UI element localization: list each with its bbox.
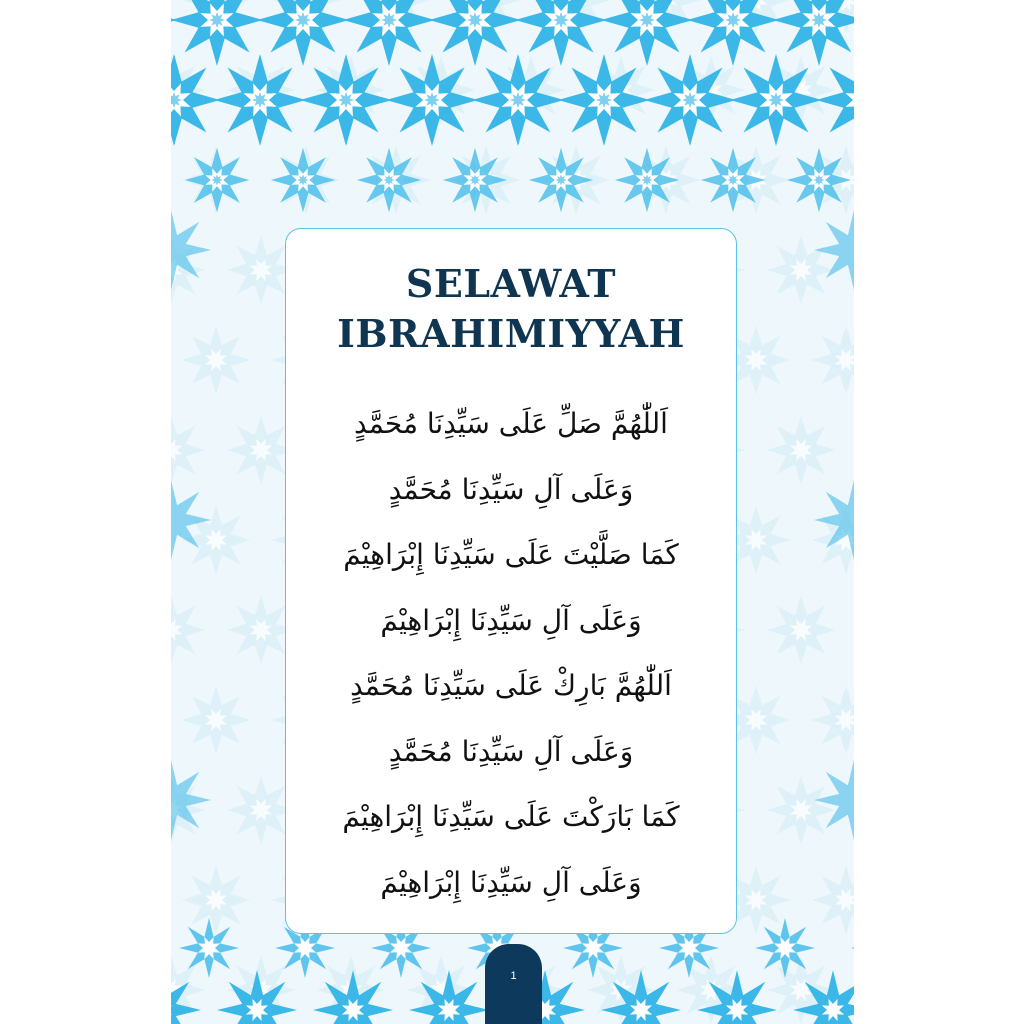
pattern-star-shape — [381, 12, 397, 28]
verse-line: وَعَلَى آلِ سَيِّدِنَا مُحَمَّدٍ — [388, 734, 634, 768]
pattern-star-shape — [510, 92, 526, 108]
title-line-2: IBRAHIMIYYAH — [337, 311, 685, 356]
pattern-star-shape — [641, 174, 652, 185]
verse-line: اَللّٰهُمَّ صَلِّ عَلَى سَيِّدِنَا مُحَمَّدٍ — [354, 407, 668, 440]
pattern-star-shape — [768, 92, 784, 108]
pattern-star-shape — [467, 12, 483, 28]
title-line-1: SELAWAT — [405, 261, 617, 306]
verse-line: وَعَلَى آلِ سَيِّدِنَا إِبْرَاهِيْمَ — [380, 865, 642, 899]
verse-line: وَعَلَى آلِ سَيِّدِنَا إِبْرَاهِيْمَ — [380, 603, 642, 637]
pattern-star-shape — [297, 174, 308, 185]
pattern-star-shape — [555, 174, 566, 185]
book-page — [171, 0, 854, 1024]
verse-list — [286, 391, 736, 915]
verse-line: اَللّٰهُمَّ بَارِكْ عَلَى سَيِّدِنَا مُحَمَّدٍ — [350, 669, 672, 702]
pattern-star-shape — [725, 12, 741, 28]
pattern-star-shape — [682, 92, 698, 108]
pattern-star-shape — [469, 174, 480, 185]
page-number: 1 — [510, 970, 517, 982]
page-number-tab — [485, 944, 542, 1024]
pattern-star-shape — [211, 174, 222, 185]
pattern-star-shape — [252, 92, 268, 108]
pattern-star-shape — [209, 12, 225, 28]
verse-line: كَمَا صَلَّيْتَ عَلَى سَيِّدِنَا إِبْرَاهِيْمَ — [343, 538, 679, 571]
pattern-star-shape — [639, 12, 655, 28]
page-title — [286, 259, 736, 359]
pattern-star-shape — [295, 12, 311, 28]
prayer-card — [285, 228, 737, 934]
pattern-star-shape — [811, 12, 827, 28]
pattern-star-shape — [596, 92, 612, 108]
pattern-star-shape — [424, 92, 440, 108]
pattern-star-shape — [383, 174, 394, 185]
pattern-star-shape — [553, 12, 569, 28]
pattern-star-shape — [338, 92, 354, 108]
verse-line: كَمَا بَارَكْتَ عَلَى سَيِّدِنَا إِبْرَاهِيْمَ — [342, 800, 680, 833]
verse-line: وَعَلَى آلِ سَيِّدِنَا مُحَمَّدٍ — [388, 472, 634, 506]
pattern-star-shape — [727, 174, 738, 185]
pattern-star-shape — [813, 174, 824, 185]
